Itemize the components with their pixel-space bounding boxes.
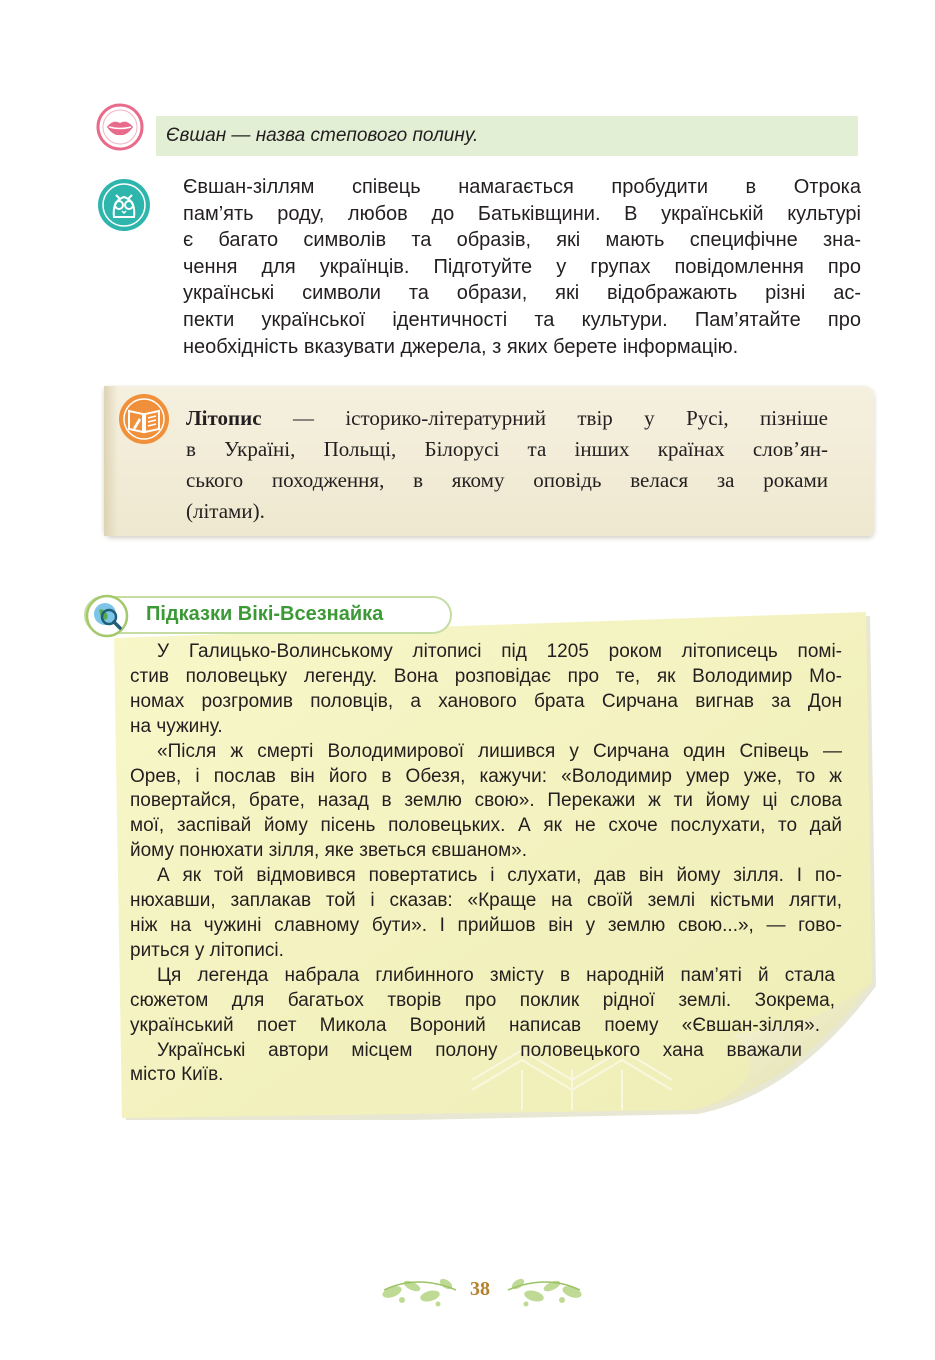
wiki-line: йому понюхати зілля, яке зветься євшаном».	[130, 840, 528, 862]
paper-edge	[104, 386, 118, 536]
definition-line: ського походження, в якому оповідь велася за роками	[186, 468, 828, 492]
task-text	[183, 174, 861, 360]
lips-icon	[96, 103, 144, 151]
wiki-line: Орев, і послав він його в Обезя, кажучи: «Володимир умер уже, то ж	[130, 765, 842, 787]
wiki-line: повертайся, брате, назад в землю свою». Перекажи ж ти йому ці слова	[130, 790, 842, 812]
wiki-line: «Після ж смерті Володимирової лишився у Сирчана один Співець —	[157, 740, 842, 762]
book-pen-icon	[117, 392, 171, 446]
pronunciation-note-text: Євшан — назва степового полину.	[166, 125, 479, 146]
wiki-line: місто Київ.	[130, 1064, 224, 1086]
pronunciation-note	[156, 116, 858, 156]
wiki-line: нюхавши, заплакав той і сказав: «Краще на своїй землі кістьми лягти,	[130, 890, 842, 912]
page-number: 38	[470, 1278, 490, 1300]
wiki-text	[130, 640, 842, 1088]
wiki-line: мої, заспівай йому пісень половецьких. А як не схоче послухати, то дай	[130, 815, 842, 837]
task-line: Євшан-зіллям співець намагається пробудити в Отрока	[183, 176, 861, 198]
definition-line	[186, 403, 828, 434]
definition-term: Літопис	[186, 406, 262, 430]
definition-text	[186, 403, 828, 527]
wiki-line: сюжетом для багатьох творів про поклик рідної землі. Зокрема,	[130, 989, 835, 1011]
task-line: є багато символів та образів, які мають специфічне зна-	[183, 229, 861, 252]
wiki-line: Українські автори місцем полону половецького хана вважали	[157, 1039, 802, 1061]
task-line: пекти української ідентичності та культури. Пам’ятайте про	[183, 308, 861, 331]
task-line: пам’ять роду, любов до Батьківщини. В українській культурі	[183, 202, 861, 225]
wiki-line: Ця легенда набрала глибинного змісту в народній пам’яті й стала	[157, 964, 835, 986]
definition-line: (літами).	[186, 499, 265, 523]
wiki-line: А як той відмовився повертатись і слухати, дав він йому зілля. І по-	[157, 865, 842, 887]
wiki-line: риться у літописі.	[130, 939, 284, 961]
wiki-line: український поет Микола Вороний написав поему «Євшан-зілля».	[130, 1014, 820, 1036]
definition-first-line: — історико-літературний твір у Русі, пізніше	[261, 406, 828, 430]
task-line: українські символи та образи, які відображають різні ас-	[183, 282, 861, 305]
wiki-line: номах розгромив половців, а ханового брата Сирчана вигнав за Дон	[130, 690, 842, 712]
task-line: чення для українців. Підготуйте у групах повідомлення про	[183, 255, 861, 278]
wiki-line: У Галицько-Волинському літописі під 1205 роком літописець помі-	[157, 641, 842, 662]
definition-line: в Україні, Польщі, Білорусі та інших країнах слов’ян-	[186, 437, 828, 461]
wiki-line: на чужину.	[130, 715, 223, 737]
task-line: необхідність вказувати джерела, з яких берете інформацію.	[183, 335, 739, 358]
globe-magnifier-icon	[85, 594, 129, 638]
wiki-line: стив половецьку легенду. Вона розповідає про те, як Володимир Мо-	[130, 665, 842, 687]
wiki-title: Підказки Вікі-Всезнайка	[146, 603, 384, 625]
owl-group-icon	[96, 177, 152, 233]
wiki-line: ніж на чужині славному бути». І прийшов він у землю свою...», — гово-	[130, 914, 842, 936]
